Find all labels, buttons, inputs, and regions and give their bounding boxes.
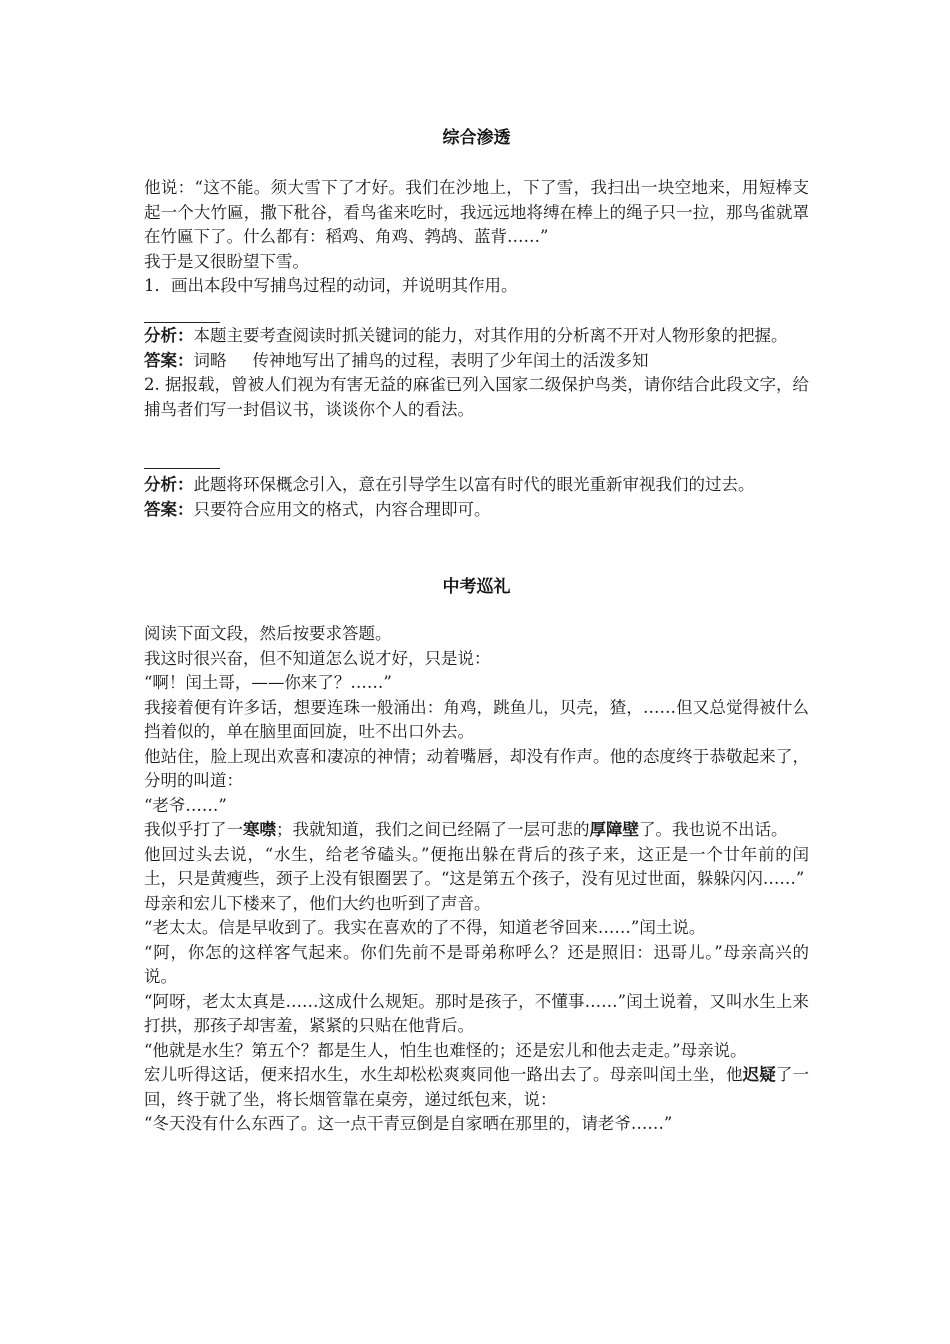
- text-run: 我似乎打了一: [144, 820, 243, 839]
- passage-paragraph: “阿呀，老太太真是……这成什么规矩。那时是孩子，不懂事……”闰土说着，又叫水生上来打拱，那孩子却害羞，紧紧的只贴在他背后。: [144, 991, 809, 1035]
- blank-line: [144, 310, 220, 323]
- question-2: 2. 据报载，曾被人们视为有害无益的麻雀已列入国家二级保护鸟类，请你结合此段文字，给捕鸟者们写一封倡议书，谈谈你个人的看法。: [144, 375, 809, 419]
- passage-block: [144, 176, 809, 299]
- analysis-label: 分析：: [144, 326, 194, 345]
- answer-text: 只要符合应用文的格式，内容合理即可。: [193, 499, 491, 519]
- passage-paragraph: “他就是水生？第五个？都是生人，怕生也难怪的；还是宏儿和他去走走。”母亲说。: [144, 1040, 747, 1060]
- section-title: 综合渗透: [442, 128, 511, 148]
- q2-solution: [144, 473, 809, 522]
- passage-paragraph: 他回过头去说，“水生，给老爷磕头。”便拖出躲在背后的孩子来，这正是一个廿年前的闰土，只是黄瘦些，颈子上没有银圈罢了。“这是第五个孩子，没有见过世面，躲躲闪闪……”: [144, 844, 809, 888]
- passage-paragraph: “阿，你怎的这样客气起来。你们先前不是哥弟称呼么？还是照旧：迅哥儿。”母亲高兴的说。: [144, 942, 809, 986]
- question-1: 1．画出本段中写捕鸟过程的动词，并说明其作用。: [144, 276, 518, 295]
- analysis-text: 本题主要考查阅读时抓关键词的能力，对其作用的分析离不开对人物形象的把握。: [193, 326, 788, 345]
- passage-paragraph: 我接着便有许多话，想要连珠一般涌出：角鸡，跳鱼儿，贝壳，猹，……但又总觉得被什么挡着似的，单在脑里面回旋，吐不出口外去。: [144, 697, 809, 741]
- answer-text: 传神地写出了捕鸟的过程，表明了少年闰土的活泼多知: [252, 350, 649, 370]
- analysis-label: 分析：: [144, 475, 194, 494]
- bold-term: 迟疑: [742, 1065, 776, 1084]
- text-run: 宏儿听得这话，便来招水生，水生却松松爽爽同他一路出去了。母亲叫闰土坐，他: [144, 1065, 743, 1084]
- passage-paragraph: 我于是又很盼望下雪。: [144, 251, 309, 271]
- passage-paragraph: 我这时很兴奋，但不知道怎么说才好，只是说：: [144, 648, 491, 668]
- text-run: 了一回，终于就了坐，将长烟管靠在桌旁，递过纸包来，说：: [144, 1065, 810, 1109]
- passage-paragraph: 他说：“这不能。须大雪下了才好。我们在沙地上，下了雪，我扫出一块空地来，用短棒支起一个大竹匾，撒下秕谷，看鸟雀来吃时，我远远地将缚在棒上的绳子只一拉，那鸟雀就罩在竹匾下了。什么都有：稻鸡、角鸡、鹁鸪、蓝背……”: [144, 178, 809, 246]
- passage-paragraph: 他站住，脸上现出欢喜和凄凉的神情；动着嘴唇，却没有作声。他的态度终于恭敬起来了，分明的叫道：: [144, 746, 809, 790]
- text-run: ；我就知道，我们之间已经隔了一层可悲的: [276, 820, 590, 839]
- passage-paragraph: “老太太。信是早收到了。我实在喜欢的了不得，知道老爷回来……”闰土说。: [144, 918, 706, 937]
- answer-text: 词略: [193, 350, 227, 370]
- bold-term: 厚障壁: [589, 820, 639, 839]
- answer-label: 答案：: [144, 350, 194, 370]
- passage-paragraph: [144, 1063, 809, 1112]
- analysis-paragraph: [144, 473, 809, 498]
- bold-term: 寒噤: [243, 820, 276, 839]
- answer-label: 答案：: [144, 499, 194, 519]
- analysis-text: 此题将环保概念引入，意在引导学生以富有时代的眼光重新审视我们的过去。: [193, 475, 755, 494]
- analysis-paragraph: [144, 324, 809, 349]
- passage-paragraph: [144, 818, 809, 843]
- reading-passage: [144, 622, 809, 1137]
- passage-paragraph: “老爷……”: [144, 795, 227, 815]
- instruction-text: 阅读下面文段，然后按要求答题。: [144, 624, 392, 643]
- passage-paragraph: 母亲和宏儿下楼来了，他们大约也听到了声音。: [144, 893, 491, 913]
- passage-paragraph: “冬天没有什么东西了。这一点干青豆倒是自家晒在那里的，请老爷……”: [144, 1114, 673, 1133]
- blank-line: [144, 456, 220, 469]
- q1-solution: [144, 324, 809, 422]
- passage-paragraph: “啊！闰土哥，——你来了？……”: [144, 673, 392, 692]
- answer-paragraph: [144, 349, 809, 374]
- text-run: 了。我也说不出话。: [639, 820, 788, 839]
- section-title: 中考巡礼: [442, 577, 511, 597]
- answer-paragraph: [144, 498, 809, 523]
